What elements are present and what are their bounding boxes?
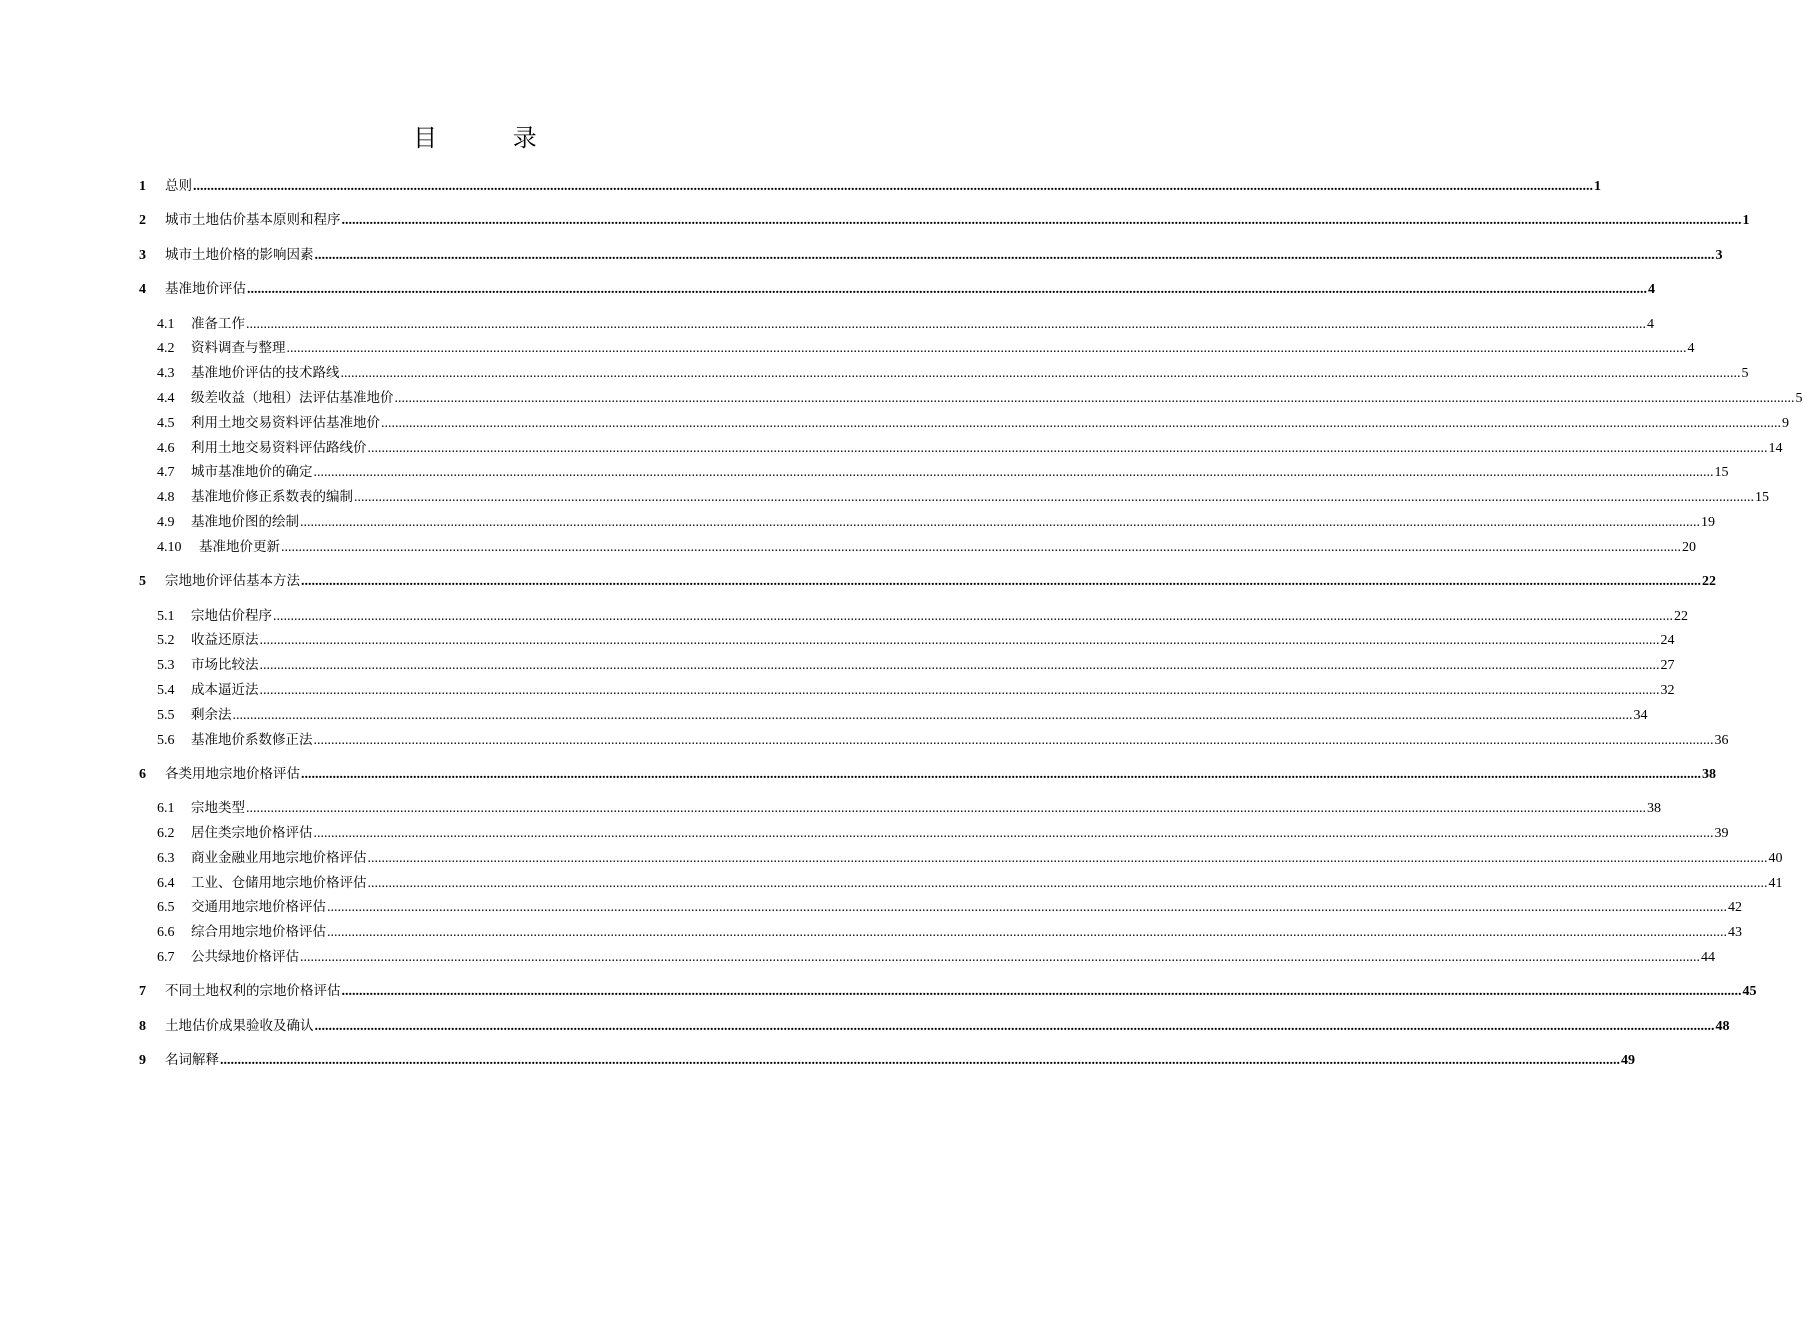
toc-entry-title: 基准地价图的绘制 (191, 513, 299, 530)
toc-entry-title: 城市基准地价的确定 (191, 464, 313, 481)
toc-section-entry[interactable] (139, 705, 1648, 725)
toc-entry-title: 基准地价更新 (199, 538, 280, 555)
toc-entry-number: 4.6 (157, 440, 175, 456)
toc-page-number: 4 (1648, 282, 1655, 298)
toc-entry-title: 利用土地交易资料评估基准地价 (191, 414, 380, 431)
toc-entry-title: 收益还原法 (191, 632, 259, 649)
toc-page-number: 24 (1660, 633, 1675, 649)
toc-page-number: 5 (1741, 366, 1749, 382)
toc-section-entry[interactable] (139, 487, 1769, 507)
toc-page-number: 49 (1621, 1053, 1635, 1069)
toc-entry-number: 4.9 (157, 514, 175, 530)
toc-entry-title: 综合用地宗地价格评估 (191, 924, 326, 941)
toc-entry-title: 资料调查与整理 (191, 340, 286, 357)
toc-entry-number: 5.5 (157, 707, 175, 723)
toc-dot-leader: ................................................................................................................................................................................................................................................................................................................................................................................................................ (327, 925, 1727, 941)
toc-entry-title: 市场比较法 (191, 657, 259, 674)
toc-chapter-entry[interactable] (139, 210, 1750, 230)
toc-entry-title: 级差收益（地租）法评估基准地价 (191, 389, 394, 406)
toc-dot-leader: ................................................................................................................................................................................................................................................................................................................................................................................................................ (367, 875, 1768, 891)
toc-chapter-entry[interactable] (139, 279, 1655, 299)
toc-entry-number: 6.1 (157, 801, 175, 817)
toc-entry-number: 5.6 (157, 732, 175, 748)
toc-section-entry[interactable] (139, 363, 1749, 383)
toc-dot-leader: ................................................................................................................................................................................................................................................................................................................................................................................................................ (327, 900, 1727, 916)
toc-page-number: 27 (1660, 658, 1675, 674)
toc-entry-number: 4.2 (157, 341, 175, 357)
toc-entry-number: 6.7 (157, 950, 175, 966)
toc-entry-title: 各类用地宗地价格评估 (165, 765, 300, 782)
toc-page-number: 1 (1742, 213, 1750, 229)
toc-section-entry[interactable] (139, 922, 1742, 942)
toc-entry-number: 1 (139, 179, 146, 194)
toc-dot-leader: ................................................................................................................................................................................................................................................................................................................................................................................................................ (301, 574, 1701, 590)
toc-entry-number: 6.5 (157, 900, 175, 916)
toc-section-entry[interactable] (139, 680, 1675, 700)
toc-page-number: 3 (1715, 247, 1723, 263)
toc-dot-leader: ................................................................................................................................................................................................................................................................................................................................................................................................................ (259, 682, 1660, 698)
toc-section-entry[interactable] (139, 823, 1729, 843)
table-of-contents (139, 176, 1803, 1070)
toc-dot-leader: ................................................................................................................................................................................................................................................................................................................................................................................................................ (341, 984, 1742, 1000)
toc-page-number: 40 (1768, 850, 1783, 866)
toc-entry-title: 总则 (165, 178, 192, 194)
toc-section-entry[interactable] (139, 606, 1688, 626)
toc-entry-number: 4.3 (157, 366, 175, 382)
toc-page-number: 41 (1768, 875, 1783, 891)
toc-entry-title: 城市土地价格的影响因素 (165, 246, 314, 263)
toc-entry-number: 5.4 (157, 682, 175, 698)
toc-entry-title: 商业金融业用地宗地价格评估 (191, 849, 367, 866)
toc-entry-number: 8 (139, 1018, 146, 1034)
toc-entry-title: 基准地价评估 (165, 281, 246, 298)
toc-page-number: 39 (1714, 826, 1729, 842)
toc-page-number: 1 (1594, 179, 1601, 194)
toc-entry-number: 5 (139, 574, 146, 590)
toc-dot-leader: ................................................................................................................................................................................................................................................................................................................................................................................................................ (301, 766, 1701, 782)
toc-entry-title: 名词解释 (165, 1052, 219, 1069)
toc-chapter-entry[interactable] (139, 571, 1716, 591)
toc-dot-leader: ................................................................................................................................................................................................................................................................................................................................................................................................................ (381, 415, 1781, 431)
toc-section-entry[interactable] (139, 462, 1729, 482)
toc-entry-number: 5.1 (157, 608, 175, 624)
toc-dot-leader: ................................................................................................................................................................................................................................................................................................................................................................................................................ (340, 366, 1741, 382)
toc-entry-title: 成本逼近法 (191, 681, 259, 698)
toc-entry-number: 5.3 (157, 658, 175, 674)
toc-entry-title: 公共绿地价格评估 (191, 949, 299, 966)
toc-section-entry[interactable] (139, 388, 1803, 408)
toc-page-number: 48 (1715, 1018, 1730, 1034)
toc-chapter-entry[interactable] (139, 764, 1716, 784)
toc-entry-title: 城市土地估价基本原则和程序 (165, 212, 341, 229)
toc-dot-leader: ................................................................................................................................................................................................................................................................................................................................................................................................................ (286, 341, 1687, 357)
toc-chapter-entry[interactable] (139, 176, 1601, 196)
toc-page-number: 15 (1714, 465, 1729, 481)
toc-page-number: 4 (1647, 316, 1654, 332)
toc-page-number: 34 (1633, 707, 1648, 723)
toc-entry-number: 4.1 (157, 316, 175, 332)
toc-page-number: 19 (1701, 514, 1715, 530)
toc-page-number: 9 (1782, 415, 1789, 431)
toc-section-entry[interactable] (139, 798, 1661, 818)
toc-section-entry[interactable] (139, 873, 1783, 893)
toc-entry-number: 6.3 (157, 850, 175, 866)
toc-entry-number: 4.5 (157, 415, 175, 431)
toc-dot-leader: ................................................................................................................................................................................................................................................................................................................................................................................................................ (367, 850, 1768, 866)
toc-section-entry[interactable] (139, 655, 1675, 675)
toc-entry-number: 7 (139, 984, 146, 1000)
toc-entry-title: 宗地地价评估基本方法 (165, 573, 300, 590)
toc-dot-leader: ................................................................................................................................................................................................................................................................................................................................................................................................................ (367, 440, 1768, 456)
toc-page-number: 38 (1702, 766, 1716, 782)
toc-entry-title: 剩余法 (191, 706, 232, 723)
toc-entry-title: 交通用地宗地价格评估 (191, 899, 326, 916)
toc-section-entry[interactable] (139, 438, 1783, 458)
toc-page-number: 44 (1701, 950, 1715, 966)
toc-entry-number: 4.10 (157, 539, 182, 555)
toc-page-number: 36 (1714, 732, 1729, 748)
toc-chapter-entry[interactable] (139, 981, 1757, 1001)
toc-entry-number: 2 (139, 213, 146, 229)
toc-page-number: 22 (1702, 574, 1716, 590)
toc-dot-leader: ................................................................................................................................................................................................................................................................................................................................................................................................................ (259, 633, 1660, 649)
toc-page-number: 45 (1742, 984, 1757, 1000)
toc-page-number: 15 (1755, 490, 1769, 506)
toc-entry-title: 基准地价评估的技术路线 (191, 365, 340, 382)
toc-section-entry[interactable] (139, 314, 1654, 334)
toc-page-number: 20 (1682, 539, 1696, 555)
toc-entry-title: 土地估价成果验收及确认 (165, 1017, 314, 1034)
toc-section-entry[interactable] (139, 537, 1696, 557)
toc-dot-leader: ................................................................................................................................................................................................................................................................................................................................................................................................................ (273, 608, 1673, 624)
toc-dot-leader: ................................................................................................................................................................................................................................................................................................................................................................................................................ (259, 658, 1660, 674)
toc-page-number: 38 (1647, 801, 1661, 817)
toc-section-entry[interactable] (139, 947, 1715, 967)
toc-entry-title: 准备工作 (191, 315, 245, 332)
toc-dot-leader: ................................................................................................................................................................................................................................................................................................................................................................................................................ (300, 514, 1700, 530)
toc-entry-title: 基准地价修正系数表的编制 (191, 489, 353, 506)
toc-dot-leader: ................................................................................................................................................................................................................................................................................................................................................................................................................ (313, 826, 1714, 842)
toc-page-number: 4 (1687, 341, 1695, 357)
toc-chapter-entry[interactable] (139, 1016, 1730, 1036)
toc-dot-leader: ................................................................................................................................................................................................................................................................................................................................................................................................................ (300, 950, 1700, 966)
toc-dot-leader: ................................................................................................................................................................................................................................................................................................................................................................................................................ (313, 465, 1714, 481)
toc-dot-leader: ................................................................................................................................................................................................................................................................................................................................................................................................................ (314, 247, 1715, 263)
toc-page-number: 14 (1768, 440, 1783, 456)
toc-entry-title: 宗地类型 (191, 800, 245, 817)
toc-section-entry[interactable] (139, 512, 1715, 532)
toc-page-number: 42 (1728, 900, 1742, 916)
toc-entry-number: 3 (139, 247, 146, 263)
toc-dot-leader: ................................................................................................................................................................................................................................................................................................................................................................................................................ (354, 490, 1754, 506)
toc-entry-number: 9 (139, 1053, 146, 1069)
toc-page-number: 22 (1674, 608, 1688, 624)
toc-dot-leader: ................................................................................................................................................................................................................................................................................................................................................................................................................ (341, 213, 1742, 229)
toc-chapter-entry[interactable] (139, 1050, 1635, 1070)
toc-section-entry[interactable] (139, 897, 1742, 917)
toc-section-entry[interactable] (139, 730, 1729, 750)
toc-section-entry[interactable] (139, 630, 1675, 650)
page-title: 目 录 (413, 124, 571, 152)
toc-dot-leader: ................................................................................................................................................................................................................................................................................................................................................................................................................ (313, 732, 1714, 748)
toc-entry-number: 6.6 (157, 925, 175, 941)
toc-dot-leader: ................................................................................................................................................................................................................................................................................................................................................................................................................ (247, 282, 1647, 298)
toc-section-entry[interactable] (139, 338, 1695, 358)
toc-dot-leader: ................................................................................................................................................................................................................................................................................................................................................................................................................ (246, 801, 1646, 817)
toc-dot-leader: ................................................................................................................................................................................................................................................................................................................................................................................................................ (281, 539, 1681, 555)
toc-dot-leader: ................................................................................................................................................................................................................................................................................................................................................................................................................ (220, 1053, 1620, 1069)
toc-entry-title: 不同土地权利的宗地价格评估 (165, 983, 341, 1000)
toc-entry-title: 宗地估价程序 (191, 607, 272, 624)
toc-entry-title: 工业、仓储用地宗地价格评估 (191, 874, 367, 891)
toc-entry-title: 基准地价系数修正法 (191, 731, 313, 748)
toc-chapter-entry[interactable] (139, 245, 1723, 265)
toc-dot-leader: ................................................................................................................................................................................................................................................................................................................................................................................................................ (246, 316, 1646, 332)
toc-dot-leader: ................................................................................................................................................................................................................................................................................................................................................................................................................ (232, 707, 1633, 723)
toc-entry-number: 6.2 (157, 826, 175, 842)
toc-entry-title: 利用土地交易资料评估路线价 (191, 439, 367, 456)
toc-entry-number: 4.4 (157, 390, 175, 406)
toc-page-number: 32 (1660, 682, 1675, 698)
toc-section-entry[interactable] (139, 848, 1783, 868)
toc-entry-title: 居住类宗地价格评估 (191, 825, 313, 842)
toc-entry-number: 6 (139, 766, 146, 782)
toc-section-entry[interactable] (139, 413, 1789, 433)
toc-page-number: 43 (1728, 925, 1742, 941)
toc-entry-number: 6.4 (157, 875, 175, 891)
toc-entry-number: 5.2 (157, 633, 175, 649)
toc-page-number: 5 (1795, 390, 1803, 406)
toc-dot-leader: ................................................................................................................................................................................................................................................................................................................................................................................................................ (193, 179, 1593, 194)
toc-entry-number: 4.7 (157, 465, 175, 481)
toc-dot-leader: ................................................................................................................................................................................................................................................................................................................................................................................................................ (314, 1018, 1715, 1034)
toc-entry-number: 4.8 (157, 490, 175, 506)
toc-entry-number: 4 (139, 282, 146, 298)
toc-dot-leader: ................................................................................................................................................................................................................................................................................................................................................................................................................ (394, 390, 1795, 406)
